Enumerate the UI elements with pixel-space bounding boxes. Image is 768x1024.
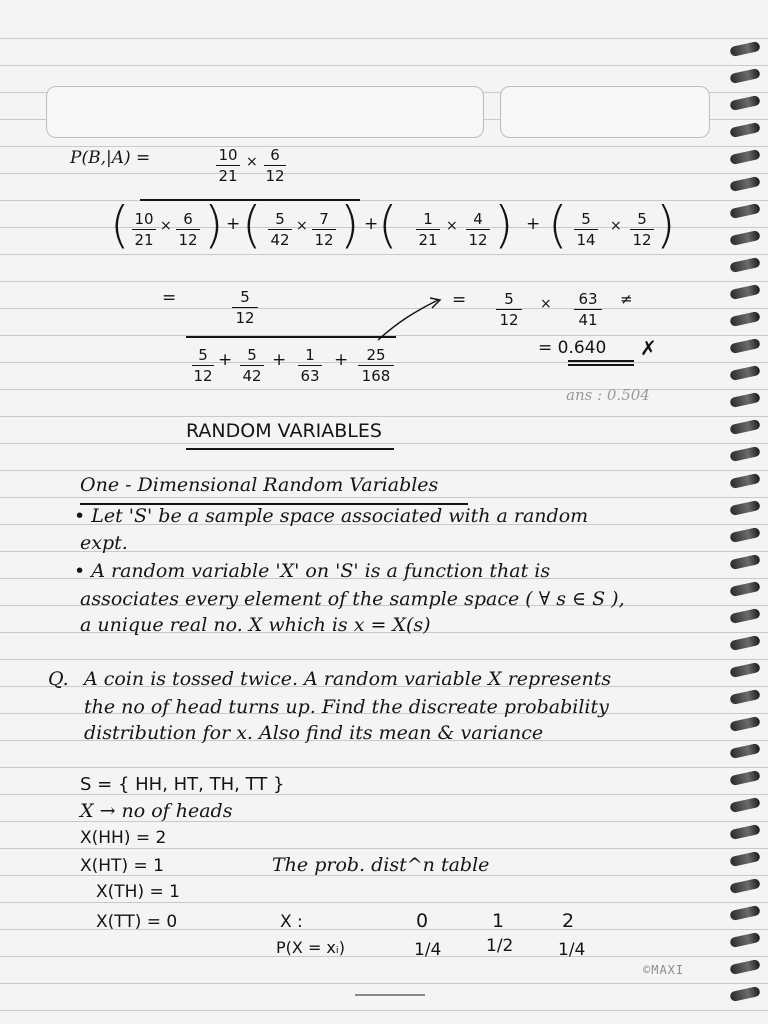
plus-2: + xyxy=(364,214,379,234)
paren-close-1: ) xyxy=(204,196,224,254)
bullet-line-2: expt. xyxy=(80,532,128,554)
section-heading: RANDOM VARIABLES xyxy=(186,420,382,442)
bullet-line-4: associates every element of the sample space ( ∀ s ∈ S ), xyxy=(80,588,625,610)
times-sign-t2: × xyxy=(296,218,308,234)
times-sign-t1: × xyxy=(160,218,172,234)
x-hh: X(HH) = 2 xyxy=(80,828,167,848)
question-line-2: the no of head turns up. Find the discreate probability xyxy=(84,696,609,718)
table-x-1: 1 xyxy=(492,910,505,932)
x-th: X(TH) = 1 xyxy=(96,882,180,902)
term1-fraction-b: 6 12 xyxy=(176,210,200,249)
bullet-line-5: a unique real no. X which is x = X(s) xyxy=(80,614,431,636)
question-line-1: A coin is tossed twice. A random variable X represents xyxy=(84,668,612,690)
bullet-line-1: • Let 'S' be a sample space associated with a random xyxy=(74,505,589,527)
table-p-1: 1/2 xyxy=(486,936,514,956)
wrong-mark: ✗ xyxy=(640,336,657,360)
answer-note: ans : 0.504 xyxy=(566,386,650,404)
plus-4: + xyxy=(218,350,233,370)
pba-fraction-2: 6 12 xyxy=(265,146,285,185)
term3-fraction-a: 1 21 xyxy=(416,210,440,249)
plus-3: + xyxy=(526,214,541,234)
result-fraction-1: 5 12 xyxy=(496,290,522,329)
step2-den-b: 5 42 xyxy=(240,346,264,385)
term2-fraction-a: 5 42 xyxy=(268,210,292,249)
plus-5: + xyxy=(272,350,287,370)
step2-den-a: 5 12 xyxy=(193,346,213,385)
table-title: The prob. dist^n table xyxy=(272,854,490,876)
term1-fraction-a: 10 21 xyxy=(132,210,156,249)
subheading: One - Dimensional Random Variables xyxy=(80,474,439,496)
plus-6: + xyxy=(334,350,349,370)
table-p-0: 1/4 xyxy=(414,940,442,960)
result-value: = 0.640 xyxy=(538,338,607,358)
step2-den-c: 1 63 xyxy=(298,346,322,385)
x-definition: X → no of heads xyxy=(80,800,233,822)
approx-sign: ≠ xyxy=(620,290,633,308)
step2-den-d: 25 168 xyxy=(358,346,394,385)
term3-fraction-b: 4 12 xyxy=(466,210,490,249)
paren-close-3: ) xyxy=(494,196,514,254)
bottom-mark xyxy=(355,994,425,996)
pba-label: P(B,|A) = xyxy=(70,148,151,168)
paren-open-2: ( xyxy=(242,196,262,254)
brand-watermark: ©MAXI xyxy=(643,963,685,977)
question-marker: Q. xyxy=(48,668,69,690)
table-p-2: 1/4 xyxy=(558,940,586,960)
term4-fraction-b: 5 12 xyxy=(630,210,654,249)
times-sign-t3: × xyxy=(446,218,458,234)
pba-fraction-1: 10 21 xyxy=(216,146,240,185)
table-x-2: 2 xyxy=(562,910,575,932)
plus-1: + xyxy=(226,214,241,234)
term4-fraction-a: 5 14 xyxy=(574,210,598,249)
paren-open-4: ( xyxy=(548,196,568,254)
paren-open-1: ( xyxy=(110,196,130,254)
question-line-3: distribution for x. Also find its mean & variance xyxy=(84,722,544,744)
bullet-line-3: • A random variable 'X' on 'S' is a function that is xyxy=(74,560,551,582)
paren-open-3: ( xyxy=(378,196,398,254)
times-sign: × xyxy=(246,154,258,170)
times-sign-t4: × xyxy=(610,218,622,234)
result-fraction-2: 63 41 xyxy=(574,290,602,329)
table-x-label: X : xyxy=(280,912,303,932)
x-tt: X(TT) = 0 xyxy=(96,912,178,932)
paren-close-2: ) xyxy=(340,196,360,254)
equals-1: = xyxy=(162,288,177,308)
times-sign-r: × xyxy=(540,296,552,312)
heading-underline xyxy=(186,448,394,450)
term2-fraction-b: 7 12 xyxy=(312,210,336,249)
table-x-0: 0 xyxy=(416,910,429,932)
table-p-label: P(X = xᵢ) xyxy=(276,938,345,957)
step2-numerator: 5 12 xyxy=(232,288,258,327)
x-ht: X(HT) = 1 xyxy=(80,856,164,876)
sample-space: S = { HH, HT, TH, TT } xyxy=(80,774,285,795)
equals-2: = xyxy=(452,290,467,310)
paren-close-4: ) xyxy=(656,196,676,254)
